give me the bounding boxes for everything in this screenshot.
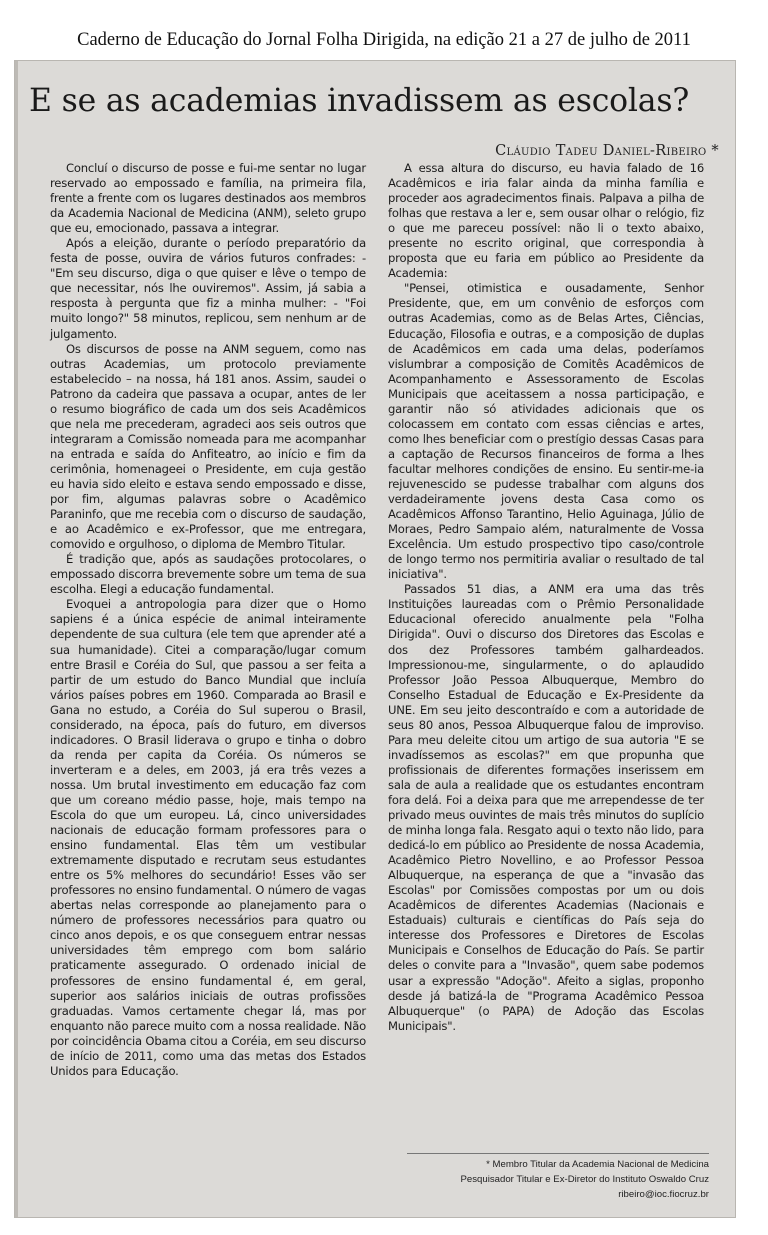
page-caption: Caderno de Educação do Jornal Folha Dirigida, na edição 21 a 27 de julho de 2011 bbox=[77, 30, 691, 50]
paragraph: É tradição que, após as saudações protocolares, o empossado discorra brevemente sobre um tema de sua escolha. Elegi a educação fundamental. bbox=[50, 552, 366, 597]
paragraph: Passados 51 dias, a ANM era uma das três Instituições laureadas com o Prêmio Personalidade Educacional oferecido anualmente pela "Folha Dirigida". Ouvi o discurso dos Diretores das Escolas e dos dez Professores também galhardeados. Impressionou-me, singularmente, o do aplaudido Professor João Pessoa Albuquerque, Membro do Conselho Estadual de Educação e Ex-Presidente da UNE. Em seu jeito descontraído e com a autoridade de seus 80 anos, Pessoa Albuquerque falou de improviso. Para meu deleite citou um artigo de sua autoria "E se invadíssemos as escolas?" em que propunha que profissionais de diferentes formações inserissem em sala de aula a realidade que os estudantes encontram fora delá. Foi a deixa para que me arrependesse de ter privado meus ouvintes de mais três minutos do suplício de minha longa fala. Resgato aqui o texto não lido, para dedicá-lo em público ao Presidente de nossa Academia, Acadêmico Pietro Novellino, e ao Professor Pessoa Albuquerque, na esperança de que a "invasão das Escolas" por Comissões compostas por um ou dois Acadêmicos de diferentes Academias (Nacionais e Estaduais) culturais e científicas do País seja do interesse dos Professores e Diretores de Escolas Municipais e Conselhos de Educação do País. Se partir deles o convite para a "Invasão", quem sabe podemos usar a expressão "Adoção". Afeito a siglas, proponho desde já batizá-la de "Programa Acadêmico Pessoa Albuquerque" (o PAPA) de Adoção das Escolas Municipais". bbox=[388, 582, 704, 1033]
paragraph: A essa altura do discurso, eu havia falado de 16 Acadêmicos e iria falar ainda da minha família e proceder aos agradecimentos finais. Palpava a pilha de folhas que restava a ler e, sem ousar olhar o relógio, fiz o que me pareceu possível: não li o texto abaixo, presente no escrito original, que correspondia à proposta que eu faria em público ao Presidente da Academia: bbox=[388, 161, 704, 281]
footnote-affiliation: * Membro Titular da Academia Nacional de Medicina bbox=[486, 1159, 709, 1170]
article-title: E se as academias invadissem as escolas? bbox=[29, 83, 690, 119]
newspaper-clipping bbox=[14, 60, 736, 1218]
paragraph: Evoquei a antropologia para dizer que o Homo sapiens é a única espécie de animal inteiramente dependente de sua cultura (ele tem que aprender até a sua humanidade). Citei a comparação/lugar comum entre Brasil e Coréia do Sul, que passou a ser feita a partir de um estudo do Banco Mundial que incluía vários países pobres em 1960. Comparada ao Brasil e Gana no estudo, a Coréia do Sul superou o Brasil, considerado, na época, país do futuro, em diversos indicadores. O Brasil liderava o grupo e tinha o dobro da renda per capita da Coréia. Os números se inverteram e a deles, em 2003, já era três vezes a nossa. Um brutal investimento em educação faz com que um coreano médio passe, hoje, mais tempo na Escola do que um europeu. Lá, cinco universidades nacionais de educação formam professores para o ensino fundamental. Elas têm um vestibular extremamente disputado e recrutam seus estudantes entre os 5% melhores do secundário! Esses vão ser professores no ensino fundamental. O número de vagas abertas nelas corresponde ao planejamento para o número de professores necessários para quatro ou cinco anos depois, e os que conseguem entrar nessas universidades têm emprego com bom salário praticamente assegurado. O ordenado inicial de professores de ensino fundamental é, em geral, superior aos salários iniciais de outras profissões graduadas. Vamos certamente chegar lá, mas por enquanto não parece muito com a nossa realidade. Não por coincidência Obama citou a Coréia, em seu discurso de início de 2011, como uma das metas dos Estados Unidos para Educação. bbox=[50, 597, 366, 1078]
paragraph: Após a eleição, durante o período preparatório da festa de posse, ouvira de vários futuros confrades: - "Em seu discurso, diga o que quiser e lêve o tempo de que necessitar, nós lhe ouviremos". Assim, já sabia a resposta à pergunta que fiz a minha mulher: - "Foi muito longo?" 58 minutos, replicou, sem nenhum ar de julgamento. bbox=[50, 236, 366, 341]
paragraph: Os discursos de posse na ANM seguem, como nas outras Academias, um protocolo previamente estabelecido – na nossa, há 181 anos. Assim, saudei o Patrono da cadeira que passava a ocupar, antes de ler o resumo biográfico de cada um dos seis Acadêmicos que nela me precederam, agradeci aos seis outros que integraram a Comissão nomeada para me acompanhar na entrada e saída do Anfiteatro, ao início e fim da cerimônia, homenageei o Presidente, em cuja gestão eu havia sido eleito e estava sendo empossado e disse, por fim, algumas palavras sobre o Acadêmico Paraninfo, que me recebia com o discurso de saudação, e ao Acadêmico e ex-Professor, que me entregara, comovido e orgulhoso, o diploma de Membro Titular. bbox=[50, 341, 366, 552]
article-column-left bbox=[50, 161, 366, 1079]
footnote-email: ribeiro@ioc.fiocruz.br bbox=[618, 1189, 709, 1200]
paragraph: "Pensei, otimistica e ousadamente, Senhor Presidente, que, em um convênio de esforços com outras Academias, como as de Belas Artes, Ciências, Educação, Filosofia e outras, e a composição de duplas de Acadêmicos em cada uma delas, poderíamos vislumbrar a composição de Comitês Acadêmicos de Acompanhamento e Assessoramento de Escolas Municipais que aceitassem a nossa participação, e garantir não só atividades adicionais que os colocassem em contato com essas ciências e artes, como lhes beneficiar com o prestígio dessas Casas para a captação de Recursos financeiros de forma a lhes facultar melhores condições de ensino. Eu sentir-me-ia rejuvenescido se pudesse trabalhar com alguns dos verdadeiramente jovens desta Casa como os Acadêmicos Affonso Tarantino, Helio Aguinaga, Júlio de Moraes, Pedro Sampaio além, naturalmente de Vossa Excelência. Um estudo prospectivo tipo caso/controle de longo termo nos permitiria avaliar o resultado de tal iniciativa". bbox=[388, 281, 704, 582]
paragraph: Concluí o discurso de posse e fui-me sentar no lugar reservado ao empossado e família, na primeira fila, frente a frente com os lugares destinados aos membros da Academia Nacional de Medicina (ANM), seleto grupo que eu, emocionado, passava a integrar. bbox=[50, 161, 366, 236]
article-column-right bbox=[388, 161, 704, 1034]
author-footnote bbox=[407, 1153, 709, 1202]
article-byline: Cláudio Tadeu Daniel-Ribeiro * bbox=[495, 143, 719, 159]
footnote-position: Pesquisador Titular e Ex-Diretor do Instituto Oswaldo Cruz bbox=[460, 1174, 709, 1185]
